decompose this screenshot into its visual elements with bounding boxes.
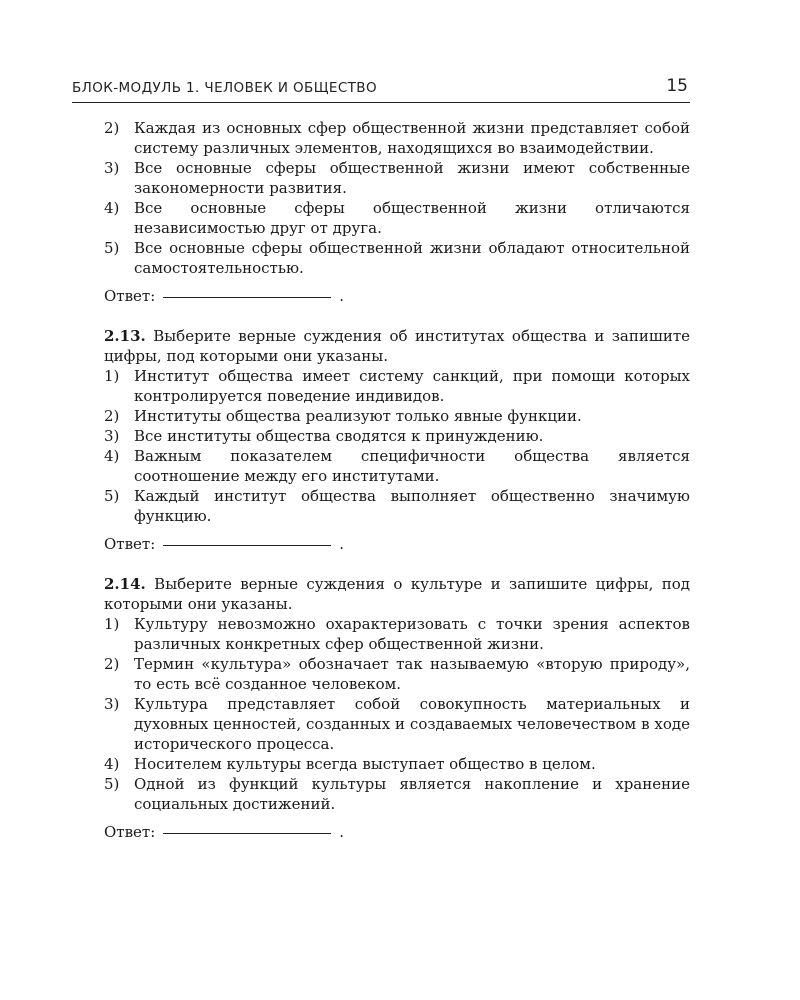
section-title: БЛОК-МОДУЛЬ 1. ЧЕЛОВЕК И ОБЩЕСТВО (72, 80, 377, 96)
option-text: Носителем культуры всегда выступает общество в целом. (134, 755, 596, 773)
answer-blank-line[interactable] (163, 545, 331, 546)
answer-period: . (339, 287, 345, 305)
task-2-13 (104, 326, 690, 366)
option-number: 3) (104, 427, 120, 445)
option-text: Одной из функций культуры является накопление и хранение социальных достижений. (134, 775, 690, 813)
option-item (104, 694, 690, 754)
option-item (104, 446, 690, 486)
option-number: 1) (104, 367, 120, 385)
option-number: 5) (104, 487, 120, 505)
option-text: Институты общества реализуют только явные функции. (134, 407, 582, 425)
option-number: 4) (104, 199, 120, 217)
option-text: Каждая из основных сфер общественной жизни представляет собой систему различных элементов, находящихся во взаимодействии. (134, 119, 690, 157)
option-text: Важным показателем специфичности общества является соотношение между его институтами. (134, 447, 690, 485)
option-number: 4) (104, 447, 120, 465)
task-question: Выберите верные суждения об институтах общества и запишите цифры, под которыми они указаны. (104, 327, 690, 365)
option-text: Институт общества имеет систему санкций, при помощи которых контролируется поведение индивидов. (134, 367, 690, 405)
option-item (104, 238, 690, 278)
prev-task-options (104, 118, 690, 278)
option-text: Термин «культура» обозначает так называемую «вторую природу», то есть всё созданное человеком. (134, 655, 690, 693)
task-number: 2.14. (104, 575, 146, 593)
answer-field[interactable] (104, 286, 690, 306)
answer-blank-line[interactable] (163, 297, 331, 298)
option-item (104, 614, 690, 654)
answer-blank-line[interactable] (163, 833, 331, 834)
option-item (104, 426, 690, 446)
option-number: 5) (104, 775, 120, 793)
option-text: Все основные сферы общественной жизни отличаются независимостью друг от друга. (134, 199, 690, 237)
answer-period: . (339, 823, 345, 841)
option-text: Все основные сферы общественной жизни имеют собственные закономерности развития. (134, 159, 690, 197)
option-text: Все институты общества сводятся к принуждению. (134, 427, 544, 445)
page-number: 15 (666, 76, 688, 96)
option-number: 4) (104, 755, 120, 773)
page-content (104, 118, 690, 842)
task-2-14-options (104, 614, 690, 814)
option-text: Культуру невозможно охарактеризовать с точки зрения аспектов различных конкретных сфер общественной жизни. (134, 615, 690, 653)
option-number: 2) (104, 407, 120, 425)
answer-period: . (339, 535, 345, 553)
option-text: Культура представляет собой совокупность материальных и духовных ценностей, созданных и создаваемых человечеством в ходе исторического процесса. (134, 695, 690, 753)
option-item (104, 198, 690, 238)
task-question: Выберите верные суждения о культуре и запишите цифры, под которыми они указаны. (104, 575, 691, 613)
option-item (104, 118, 690, 158)
option-number: 5) (104, 239, 120, 257)
running-header (72, 74, 690, 103)
task-number: 2.13. (104, 327, 146, 345)
option-item (104, 654, 690, 694)
option-item (104, 486, 690, 526)
answer-label: Ответ: (104, 823, 156, 841)
option-number: 2) (104, 655, 120, 673)
answer-label: Ответ: (104, 535, 156, 553)
option-item (104, 366, 690, 406)
option-item (104, 774, 690, 814)
task-2-13-options (104, 366, 690, 526)
answer-field[interactable] (104, 822, 690, 842)
option-item (104, 754, 690, 774)
option-number: 1) (104, 615, 120, 633)
option-text: Каждый институт общества выполняет общественно значимую функцию. (134, 487, 690, 525)
task-2-14 (104, 574, 690, 614)
answer-field[interactable] (104, 534, 690, 554)
option-item (104, 158, 690, 198)
option-number: 3) (104, 695, 120, 713)
option-number: 2) (104, 119, 120, 137)
option-text: Все основные сферы общественной жизни обладают относительной самостоятельностью. (134, 239, 690, 277)
answer-label: Ответ: (104, 287, 156, 305)
option-number: 3) (104, 159, 120, 177)
option-item (104, 406, 690, 426)
